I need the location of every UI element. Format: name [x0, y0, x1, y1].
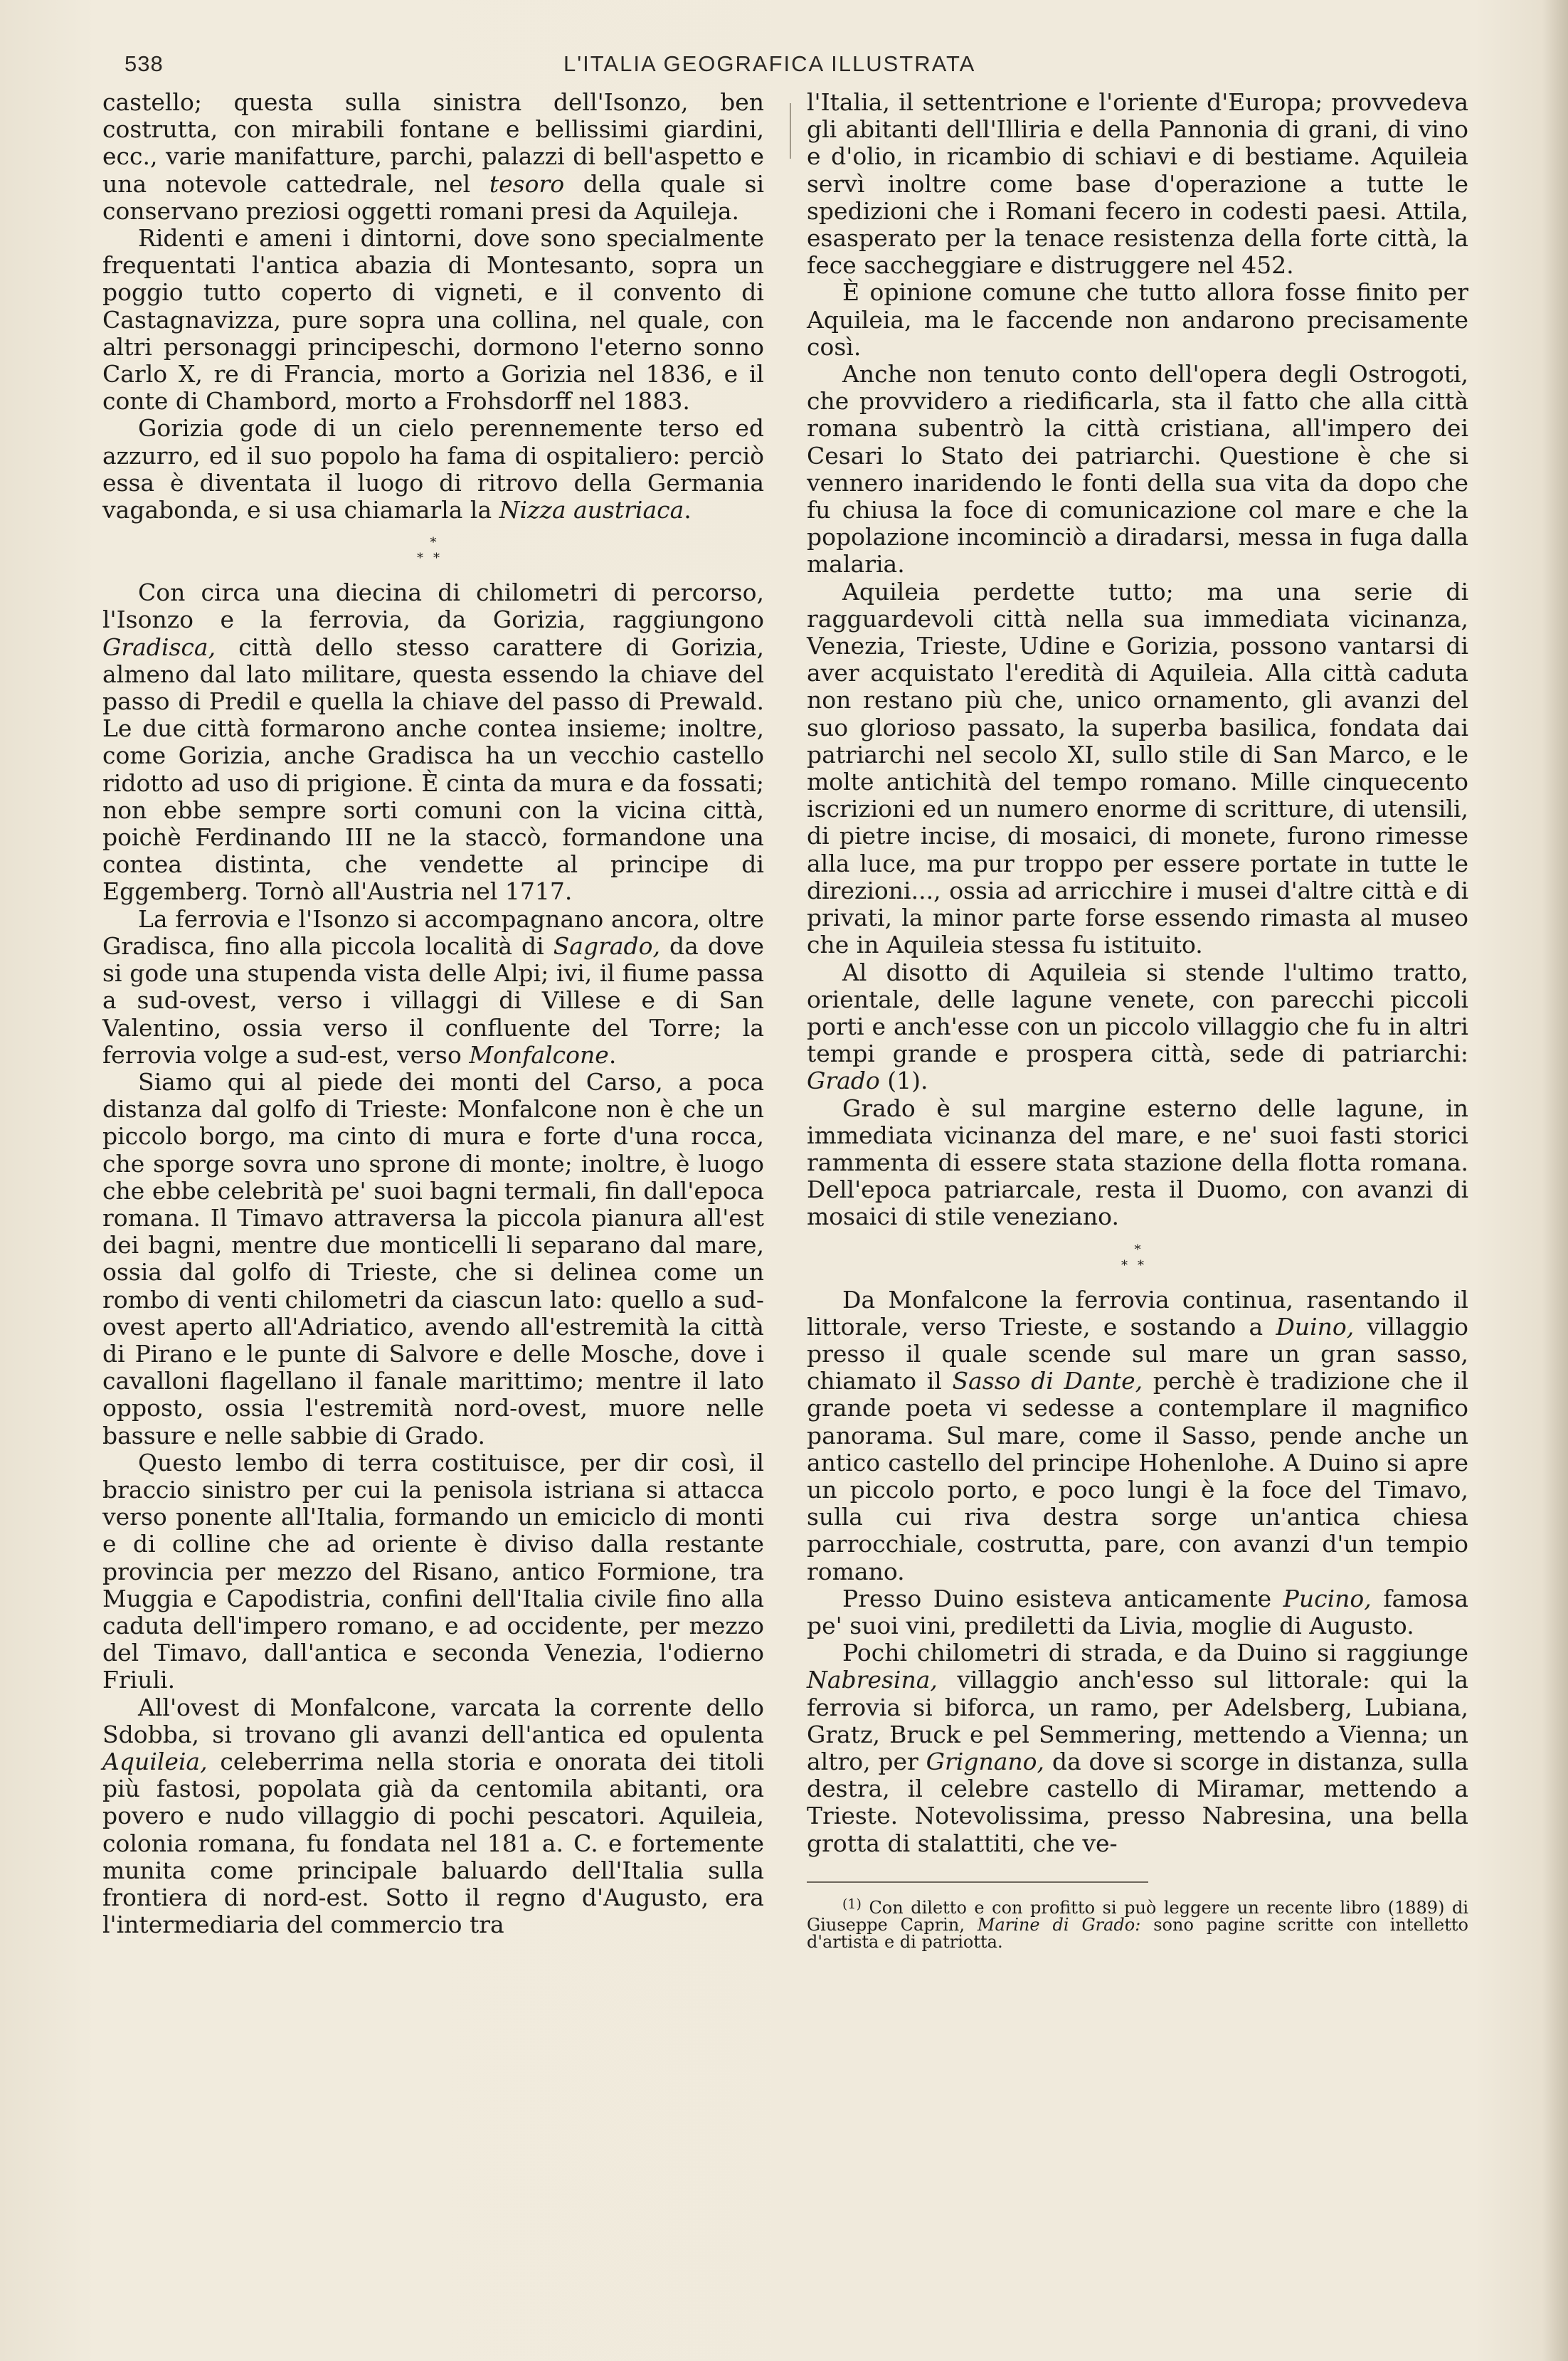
running-title: L'ITALIA GEOGRAFICA ILLUSTRATA [563, 51, 976, 76]
section-separator: * ** [1121, 1242, 1154, 1273]
footnote-rule [807, 1881, 1148, 1883]
paragraph: Ridenti e ameni i dintorni, dove sono specialmente frequentati l'antica abazia di Montesanto, sopra un poggio tutto coperto di vigneti, e il convento di Castagnavizza, pure sopra una collina, nel quale, con altri personaggi principeschi, dormono l'eterno sonno Carlo X, re di Francia, morto a Gorizia nel 1836, e il conte di Chambord, morto a Frohsdorff nel 1883. [102, 224, 764, 416]
paragraph: È opinione comune che tutto allora fosse finito per Aquileia, ma le faccende non andarono precisamente così. [807, 278, 1468, 361]
paragraph: Anche non tenuto conto dell'opera degli Ostrogoti, che provvidero a riedificarla, sta il fatto che alla città romana subentrò la città cristiana, all'impero dei Cesari lo Stato dei patriarchi. Questione è che si vennero inaridendo le fonti della sua vita da dopo che fu chiusa la foce di comunicazione col mare e che la popolazione incominciò a diradarsi, messa in fuga dalla malaria. [807, 360, 1468, 579]
column-divider [790, 103, 791, 159]
section-separator: * ** [417, 535, 450, 566]
paragraph: Siamo qui al piede dei monti del Carso, a poca distanza dal golfo di Trieste: Monfalcone non è che un piccolo borgo, ma cinto di mura e forte d'una rocca, che sporge sovra uno sprone di monte; inoltre, è luogo che ebbe celebrità pe' suoi bagni termali, fin dall'epoca romana. Il Timavo attraversa la piccola pianura all'est dei bagni, mentre due monticelli li separano dal mare, ossia dal golfo di Trieste, che si delinea come un rombo di venti chilometri da ciascun lato: quello a sud-ovest aperto all'Adriatico, avendo all'estremità la città di Pirano e le punte di Salvore e delle Mosche, dove i cavalloni flagellano il fanale marittimo; mentre il lato opposto, ossia l'estremità nord-ovest, muore nelle bassure e nelle sabbie di Grado. [102, 1067, 764, 1449]
paragraph: l'Italia, il settentrione e l'oriente d'Europa; provvedeva gli abitanti dell'Illiria e della Pannonia di grani, di vino e d'olio, in ricambio di schiavi e di bestiame. Aquileia servì inoltre come base d'operazione a tutte le spedizioni che i Romani fecero in codesti paesi. Attila, esasperato per la tenace resistenza della forte città, la fece saccheggiare e distruggere nel 452. [807, 88, 1468, 280]
footnote: $^{(1)}$ Con diletto e con profitto si può leggere un recente libro (1889) di Giuseppe Caprin, Marine di Grado: sono pagine scritte con intelletto d'artista e di patriotta. [807, 1896, 1468, 1952]
left-column [102, 89, 764, 1938]
page-number: 538 [125, 51, 164, 76]
paragraph: Aquileia perdette tutto; ma una serie di ragguardevoli città nella sua immediata vicinanza, Venezia, Trieste, Udine e Gorizia, possono vantarsi di aver acquistato l'eredità di Aquileia. Alla città caduta non restano più che, unico ornamento, gli avanzi del suo glorioso passato, la superba basilica, fondata dai patriarchi nel secolo XI, sullo stile di San Marco, e le molte antichità del tempo romano. Mille cinquecento iscrizioni ed un numero enorme di scritture, di utensili, di pietre incise, di mosaici, di monete, furono rimesse alla luce, ma pur troppo per essere portate in tutte le direzioni..., ossia ad arricchire i musei d'altre città e di privati, la minor parte forse essendo rimasta al museo che in Aquileia stessa fu istituito. [807, 577, 1468, 959]
page-edge-shadow [1542, 0, 1568, 2361]
paragraph: Con circa una diecina di chilometri di percorso, l'Isonzo e la ferrovia, da Gorizia, raggiungono Gradisca, città dello stesso carattere di Gorizia, almeno dal lato militare, questa essendo la chiave del passo di Predil e quella la chiave del passo di Prewald. Le due città formarono anche contea insieme; inoltre, come Gorizia, anche Gradisca ha un vecchio castello ridotto ad uso di prigione. È cinta da mura e da fossati; non ebbe sempre sorti comuni con la vicina città, poichè Ferdinando III ne la staccò, formandone una contea distinta, che vendette al principe di Eggemberg. Tornò all'Austria nel 1717. [102, 579, 764, 906]
paragraph: Da Monfalcone la ferrovia continua, rasentando il littorale, verso Trieste, e sostando a Duino, villaggio presso il quale scende sul mare un gran sasso, chiamato il Sasso di Dante, perchè è tradizione che il grande poeta vi sedesse a contemplare il magnifico panorama. Sul mare, come il Sasso, pende anche un antico castello del principe Hohenlohe. A Duino si apre un piccolo porto, e poco lungi è la foce del Timavo, sulla cui riva destra sorge un'antica chiesa parrocchiale, costrutta, pare, con avanzi d'un tempio romano. [807, 1285, 1469, 1585]
paragraph: Gorizia gode di un cielo perennemente terso ed azzurro, ed il suo popolo ha fama di ospitaliero: perciò essa è diventata il luogo di ritrovo della Germania vagabonda, e si usa chiamarla la Nizza austriaca. [102, 414, 764, 524]
paragraph: Questo lembo di terra costituisce, per dir così, il braccio sinistro per cui la penisola istriana si attacca verso ponente all'Italia, formando un emiciclo di monti e di colline che ad oriente è diviso dalla restante provincia per mezzo del Risano, antico Formione, tra Muggia e Capodistria, confini dell'Italia civile fino alla caduta dell'impero romano, e ad occidente, per mezzo del Timavo, dall'antica e seconda Venezia, l'odierno Friuli. [102, 1448, 764, 1694]
paragraph: Al disotto di Aquileia si stende l'ultimo tratto, orientale, delle lagune venete, con parecchi piccoli porti e anch'esse con un piccolo villaggio che fu in altri tempi grande e prospera città, sede di patriarchi: Grado (1). [807, 958, 1468, 1095]
paragraph: Grado è sul margine esterno delle lagune, in immediata vicinanza del mare, e ne' suoi fasti storici rammenta di essere stata stazione della flotta romana. Dell'epoca patriarcale, resta il Duomo, con avanzi di mosaici di stile veneziano. [807, 1094, 1468, 1231]
right-column [807, 89, 1468, 1950]
paragraph: All'ovest di Monfalcone, varcata la corrente dello Sdobba, si trovano gli avanzi dell'antica ed opulenta Aquileia, celeberrima nella storia e onorata dei titoli più fastosi, popolata già da centomila abitanti, ora povero e nudo villaggio di pochi pescatori. Aquileia, colonia romana, fu fondata nel 181 a. C. e fortemente munita come principale baluardo dell'Italia sulla frontiera di nord-est. Sotto il regno d'Augusto, era l'intermediaria del commercio tra [102, 1693, 764, 1939]
paragraph: La ferrovia e l'Isonzo si accompagnano ancora, oltre Gradisca, fino alla piccola località di Sagrado, da dove si gode una stupenda vista delle Alpi; ivi, il fiume passa a sud-ovest, verso i villaggi di Villese e di San Valentino, ossia verso il confluente del Torre; la ferrovia volge a sud-est, verso Monfalcone. [102, 904, 764, 1069]
paragraph: castello; questa sulla sinistra dell'Isonzo, ben costrutta, con mirabili fontane e bellissimi giardini, ecc., varie manifatture, parchi, palazzi di bell'aspetto e una notevole cattedrale, nel tesoro della quale si conservano preziosi oggetti romani presi da Aquileja. [102, 88, 764, 225]
paragraph: Presso Duino esisteva anticamente Pucino, famosa pe' suoi vini, prediletti da Livia, moglie di Augusto. [807, 1584, 1468, 1639]
page-header [0, 44, 1568, 87]
paragraph: Pochi chilometri di strada, e da Duino si raggiunge Nabresina, villaggio anch'esso sul littorale: qui la ferrovia si biforca, un ramo, per Adelsberg, Lubiana, Gratz, Bruck e pel Semmering, mettendo a Vienna; un altro, per Grignano, da dove si scorge in distanza, sulla destra, il celebre castello di Miramar, mettendo a Trieste. Notevolissima, presso Nabresina, una bella grotta di stalattiti, che ve- [807, 1639, 1468, 1857]
